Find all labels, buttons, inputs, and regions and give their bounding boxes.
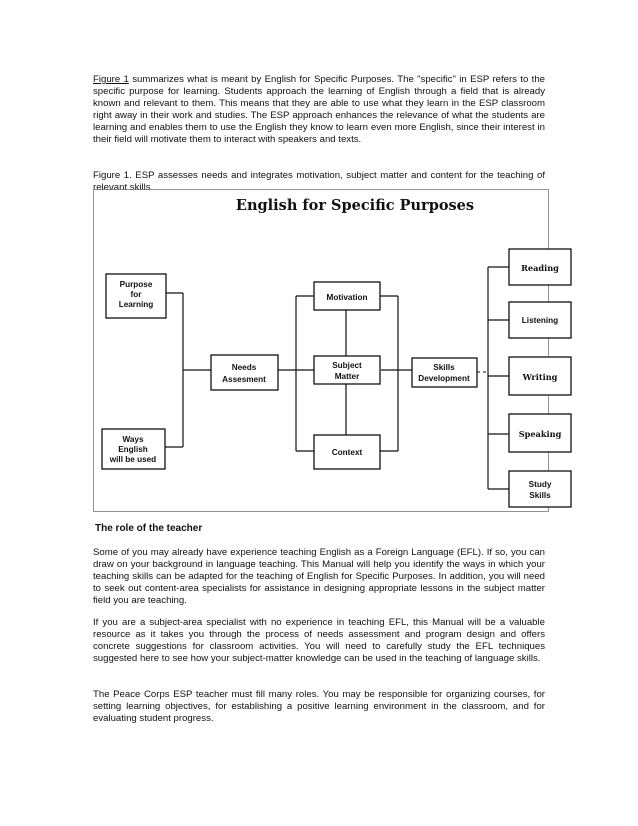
figure-1-link[interactable]: Figure 1 <box>93 74 129 85</box>
figure-caption: Figure 1. ESP assesses needs and integrates motivation, subject matter and content for the teaching of relevant skills <box>93 170 545 194</box>
ways-label-3: will be used <box>109 455 157 464</box>
paragraph-2: If you are a subject-area specialist with no experience in teaching EFL, this Manual will be a valuable resource as it takes you through the process of needs assessment and program design and offers concrete suggestions for classroom activities. You will need to carefully study the EFL techniques suggested here to see how your subject-matter knowledge can be used in the teaching of language skills. <box>93 617 545 665</box>
writing-box <box>509 357 571 395</box>
reading-label: Reading <box>521 263 559 273</box>
skills-development-box <box>412 358 477 387</box>
listening-label: Listening <box>521 316 559 325</box>
purpose-for-learning-box <box>106 274 166 318</box>
subject-label-1: Subject <box>332 361 362 370</box>
connector-needs-center <box>278 296 314 451</box>
connector-output-branches <box>488 267 509 489</box>
purpose-label-2: for <box>130 290 142 299</box>
study-label-2: Skills <box>529 491 551 500</box>
context-box <box>314 435 380 469</box>
intro-paragraph <box>93 74 545 147</box>
ways-label-1: Ways <box>122 435 144 444</box>
purpose-label-3: Learning <box>118 300 154 309</box>
skills-label-2: Development <box>418 374 470 383</box>
context-label: Context <box>331 448 363 457</box>
speaking-label: Speaking <box>518 429 562 439</box>
needs-label-1: Needs <box>231 363 257 372</box>
diagram-title: English for Specific Purposes <box>235 197 475 214</box>
esp-diagram <box>93 189 562 512</box>
motivation-label: Motivation <box>326 293 368 302</box>
study-label-1: Study <box>528 480 552 489</box>
paragraph-1: Some of you may already have experience teaching English as a Foreign Language (EFL). If so, you can draw on your background in language teaching. This Manual will help you identify the ways in which your teaching skills can be adapted for the teaching of English for Specific Purposes. In addition, you will need to seek out content-area specialists for assistance in designing appropriate lessons in the subject matter field you are teaching. <box>93 547 545 607</box>
ways-label-2: English <box>118 445 148 454</box>
reading-box <box>509 249 571 285</box>
needs-label-2: Assesment <box>222 375 266 384</box>
section-heading: The role of the teacher <box>95 523 203 534</box>
connector-inputs-needs <box>165 293 211 447</box>
study-skills-box <box>509 471 571 507</box>
subject-label-2: Matter <box>334 372 360 381</box>
ways-english-used-box <box>102 429 165 469</box>
connector-center-skills <box>380 296 412 451</box>
motivation-box <box>314 282 380 310</box>
listening-box <box>509 302 571 338</box>
paragraph-3: The Peace Corps ESP teacher must fill many roles. You may be responsible for organizing courses, for setting learning objectives, for establishing a positive learning environment in the classroom, and for evaluating student progress. <box>93 689 545 725</box>
purpose-label-1: Purpose <box>119 280 153 289</box>
subject-matter-box <box>314 356 380 384</box>
speaking-box <box>509 414 571 452</box>
intro-text: summarizes what is meant by English for Specific Purposes. The "specific" in ESP refers to the specific purpose for learning. Students approach the learning of English through a field that is already known and relevant to them. This means that they are able to use what they learn in the ESP classroom right away in their work and studies. The ESP approach enhances the relevance of what the students are learning and enables them to use the English they know to learn even more English, since their interest in their field will motivate them to interact with speakers and texts. <box>93 74 545 146</box>
writing-label: Writing <box>522 372 558 382</box>
needs-assessment-box <box>211 355 278 390</box>
skills-label-1: Skills <box>433 363 455 372</box>
